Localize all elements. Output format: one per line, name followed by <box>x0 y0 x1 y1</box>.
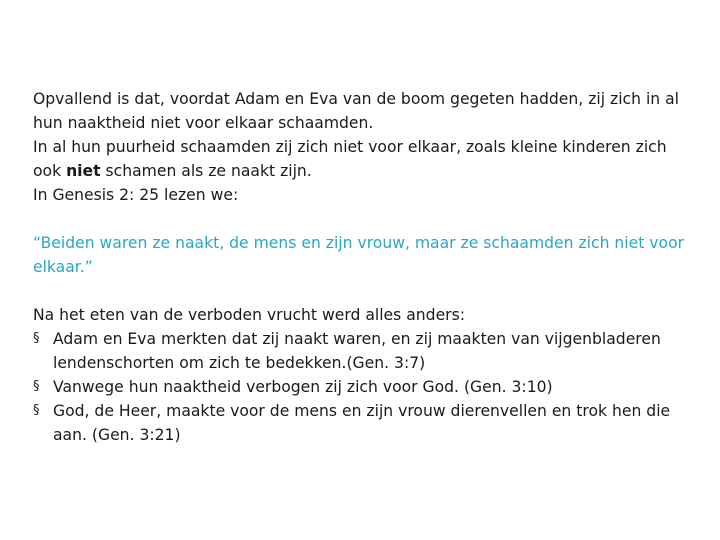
bible-quote: “Beiden waren ze naakt, de mens en zijn vrouw, maar ze schaamden zich niet voor elkaar.” <box>33 234 685 276</box>
intro-text-before: In al hun puurheid schaamden zij zich niet voor elkaar, zoals kleine kinderen zich ook <box>33 138 667 180</box>
list-item <box>33 375 693 399</box>
intro-paragraph-2 <box>33 135 693 183</box>
list-item-text: God, de Heer, maakte voor de mens en zijn vrouw dierenvellen en trok hen die aan. (Gen. 3:21) <box>53 402 671 444</box>
list-item <box>33 327 693 375</box>
intro-emphasis: niet <box>66 162 101 180</box>
intro-paragraph-1: Opvallend is dat, voordat Adam en Eva van de boom gegeten hadden, zij zich in al hun naaktheid niet voor elkaar schaamden. <box>33 90 679 132</box>
bullet-list <box>33 327 693 447</box>
slide-body <box>33 87 693 447</box>
list-item-text: Adam en Eva merkten dat zij naakt waren, en zij maakten van vijgenbladeren lendenschorten om zich te bedekken.(Gen. 3:7) <box>53 330 661 372</box>
bullet-icon: § <box>33 403 40 418</box>
intro-paragraph-3: In Genesis 2: 25 lezen we: <box>33 186 239 204</box>
intro-text-after: schamen als ze naakt zijn. <box>100 162 312 180</box>
list-item <box>33 399 693 447</box>
bullet-icon: § <box>33 331 40 346</box>
spacer <box>33 207 693 231</box>
list-item-text: Vanwege hun naaktheid verbogen zij zich voor God. (Gen. 3:10) <box>53 378 553 396</box>
spacer <box>33 279 693 303</box>
after-heading: Na het eten van de verboden vrucht werd alles anders: <box>33 306 465 324</box>
bullet-icon: § <box>33 379 40 394</box>
